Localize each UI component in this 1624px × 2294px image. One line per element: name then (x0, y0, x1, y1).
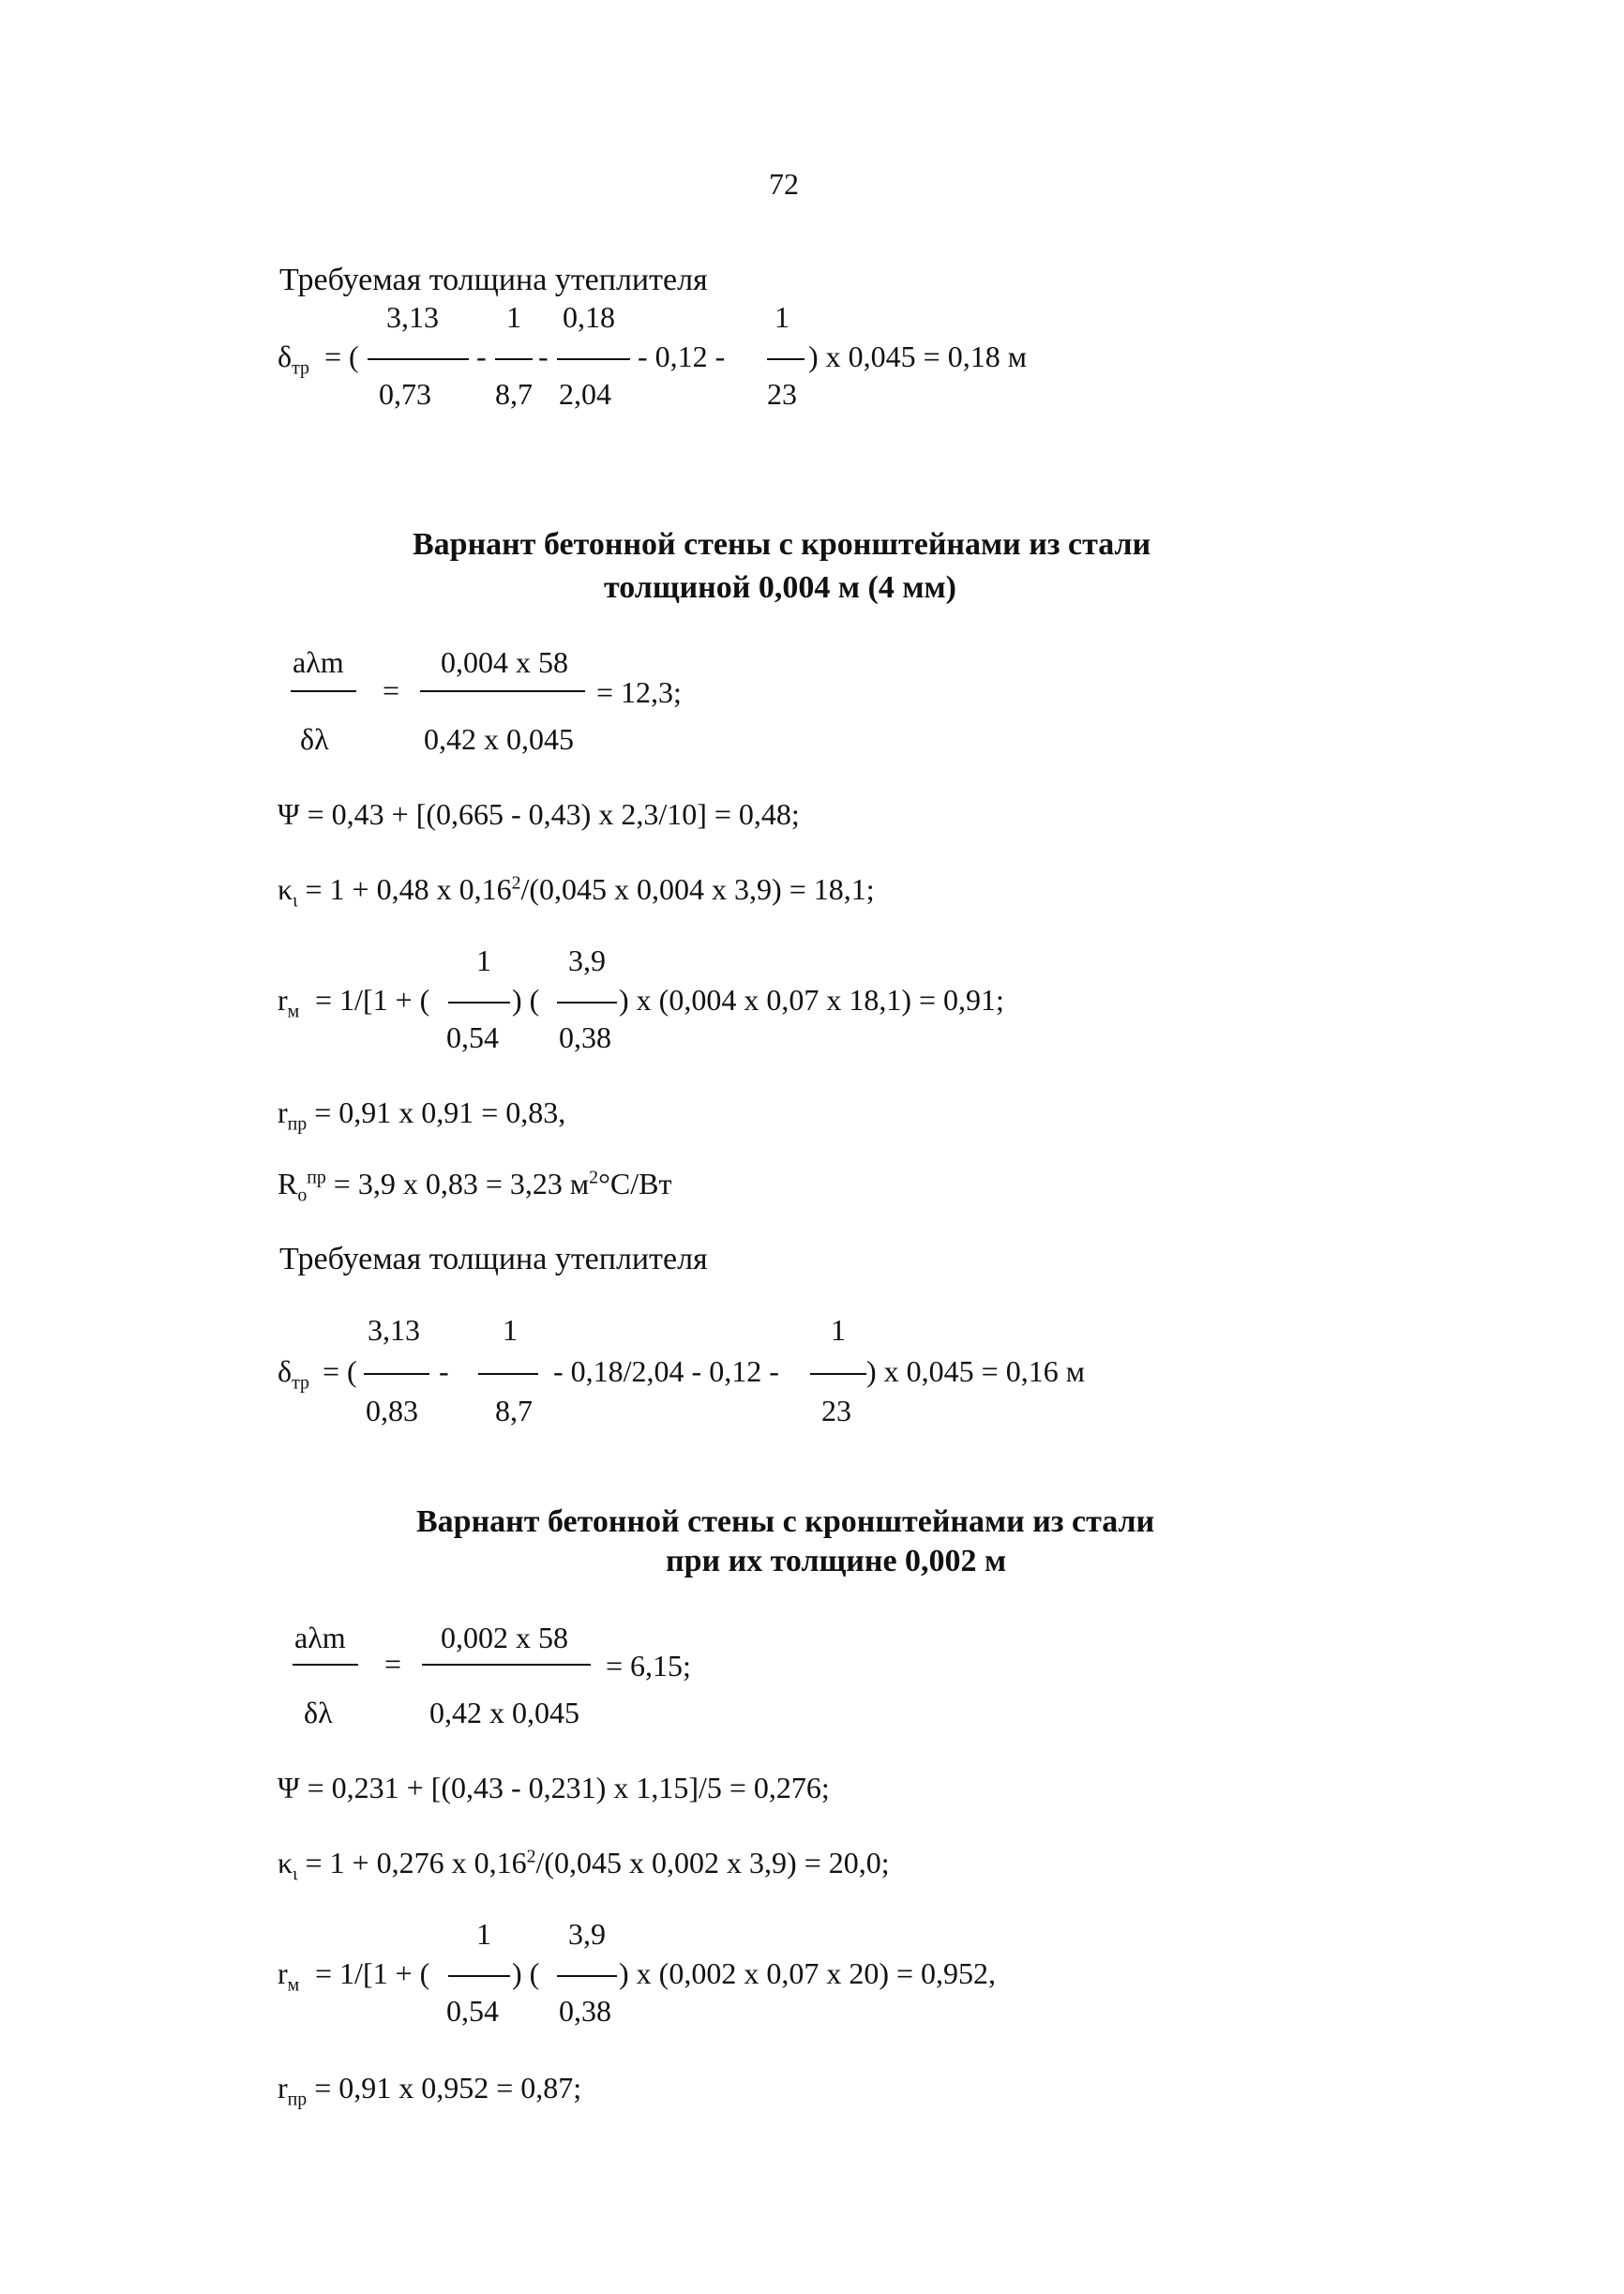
s3-ratio-num: aλm (294, 1621, 346, 1654)
s2-ratio-bar-right (420, 690, 585, 692)
section2-heading: Требуемая толщина утеплителя (279, 1242, 708, 1276)
s3-rm-bar-1 (448, 1975, 510, 1977)
s1-fraction-bar-2 (495, 358, 533, 360)
s1-num-4: 1 (774, 300, 789, 334)
s2-rm-lhs: $r_м$ (278, 983, 300, 1022)
section2-title-line2: толщиной 0,004 м (4 мм) (604, 570, 956, 605)
s3-ratio-eq: = (384, 1647, 402, 1681)
s1-fraction-bar-1 (368, 358, 469, 360)
s3-ratio-bar-right (422, 1664, 591, 1666)
s2-d-den-3: 23 (821, 1394, 851, 1427)
s3-rm-mid: ) ( (512, 1956, 540, 1990)
section1-heading: Требуемая толщина утеплителя (279, 263, 708, 297)
s2-rm-eq: = 1/[1 + ( (315, 983, 430, 1017)
s2-rm-tail: ) x (0,004 x 0,07 x 18,1) = 0,91; (619, 983, 1004, 1017)
s3-rm-den-2: 0,38 (559, 1994, 611, 2028)
s2-d-bar-2 (478, 1373, 538, 1375)
s3-rm-num-1: 1 (476, 1917, 491, 1951)
s2-r0-line: $R_o^{пр} = 3,9$ x 0,83 = 3,23 $м^2^\circ С/Вт$ (278, 1167, 672, 1206)
s3-rm-eq: = 1/[1 + ( (315, 1956, 430, 1990)
s1-mid: - 0,12 - (638, 340, 726, 373)
s1-den-4: 23 (767, 377, 797, 411)
s3-rm-den-1: 0,54 (446, 1994, 499, 2028)
s3-ratio-rhs-den: 0,42 x 0,045 (429, 1696, 579, 1729)
s2-k-line: $\kappa_\iota = 1 + 0,48$ x 0,16$^2$/(0,045 x 0,004 x 3,9) = 18,1; (278, 872, 875, 912)
s3-rm-tail: ) x (0,002 x 0,07 x 20) = 0,952, (619, 1956, 997, 1990)
s1-den-2: 8,7 (495, 377, 533, 411)
s2-ratio-rhs-den: 0,42 x 0,045 (424, 722, 574, 756)
s2-ratio-rhs-num: 0,004 x 58 (441, 645, 568, 679)
s1-minus-2: - (538, 340, 549, 373)
s3-rpr-line: $r_{пр} = 0,91$ x 0,952 = 0,87; (278, 2071, 582, 2110)
s2-rm-bar-2 (557, 1002, 617, 1004)
s2-rm-mid: ) ( (512, 983, 540, 1017)
s2-d-num-1: 3,13 (368, 1313, 420, 1347)
s2-d-bar-1 (364, 1373, 429, 1375)
s3-rm-bar-2 (557, 1975, 617, 1977)
s3-ratio-rhs-num: 0,002 x 58 (441, 1621, 568, 1654)
s1-num-3: 0,18 (563, 300, 615, 334)
s2-d-den-2: 8,7 (495, 1394, 533, 1427)
s2-rm-bar-1 (448, 1002, 510, 1004)
section3-title-line1: Варнант бетонной стены с кронштейнами из стали (416, 1504, 1155, 1539)
s3-ratio-den: δλ (304, 1696, 333, 1729)
s2-d-num-2: 1 (503, 1313, 518, 1347)
s3-rm-num-2: 3,9 (568, 1917, 606, 1951)
s1-minus-1: - (476, 340, 487, 373)
page-number: 72 (769, 167, 799, 201)
s2-ratio-eq: = (383, 673, 400, 707)
s2-d-bar-3 (810, 1373, 866, 1375)
s2-d-mid: - 0,18/2,04 - 0,12 - (553, 1354, 779, 1388)
s2-d-num-3: 1 (831, 1313, 846, 1347)
s2-d-open: = ( (323, 1354, 357, 1388)
s2-rpr-line: $r_{пр} = 0,91$ x 0,91 = 0,83, (278, 1095, 566, 1135)
s1-den-1: 0,73 (379, 377, 431, 411)
s1-fraction-bar-3 (557, 358, 630, 360)
s1-num-2: 1 (506, 300, 521, 334)
s1-lhs: $\delta_{тр}$ (278, 340, 309, 379)
s2-d-tail: ) x 0,045 = 0,16 м (866, 1354, 1085, 1388)
s1-den-3: 2,04 (559, 377, 611, 411)
s3-ratio-bar-left (293, 1664, 358, 1666)
s2-ratio-result: = 12,3; (596, 675, 682, 709)
s2-rm-num-1: 1 (476, 943, 491, 977)
s2-d-den-1: 0,83 (366, 1394, 418, 1427)
s1-num-1: 3,13 (386, 300, 439, 334)
s1-tail: ) x 0,045 = 0,18 м (808, 340, 1027, 373)
s2-rm-den-1: 0,54 (446, 1020, 499, 1054)
s3-rm-lhs: $r_м$ (278, 1956, 300, 1996)
s1-fraction-bar-4 (767, 358, 804, 360)
s2-d-minus: - (439, 1354, 449, 1388)
s2-ratio-num: aλm (293, 645, 344, 679)
s2-rm-num-2: 3,9 (568, 943, 606, 977)
s2-rm-den-2: 0,38 (559, 1020, 611, 1054)
s3-psi-line: Ψ = 0,231 + [(0,43 - 0,231) x 1,15]/5 = 0,276; (278, 1771, 830, 1804)
s2-ratio-den: δλ (300, 722, 329, 756)
section2-title-line1: Варнант бетонной стены с кронштейнами из стали (413, 527, 1151, 562)
s3-k-line: $\kappa_\iota = 1 + 0,276$ x 0,16$^2$/(0,045 x 0,002 x 3,9) = 20,0; (278, 1846, 890, 1885)
s2-ratio-bar-left (291, 690, 356, 692)
s1-open: = ( (324, 340, 359, 373)
section3-title-line2: при их толщине 0,002 м (666, 1544, 1007, 1578)
s2-d-lhs: $\delta_{тр}$ (278, 1354, 309, 1394)
s3-ratio-result: = 6,15; (606, 1649, 691, 1683)
s2-psi-line: Ψ = 0,43 + [(0,665 - 0,43) x 2,3/10] = 0,48; (278, 797, 800, 831)
